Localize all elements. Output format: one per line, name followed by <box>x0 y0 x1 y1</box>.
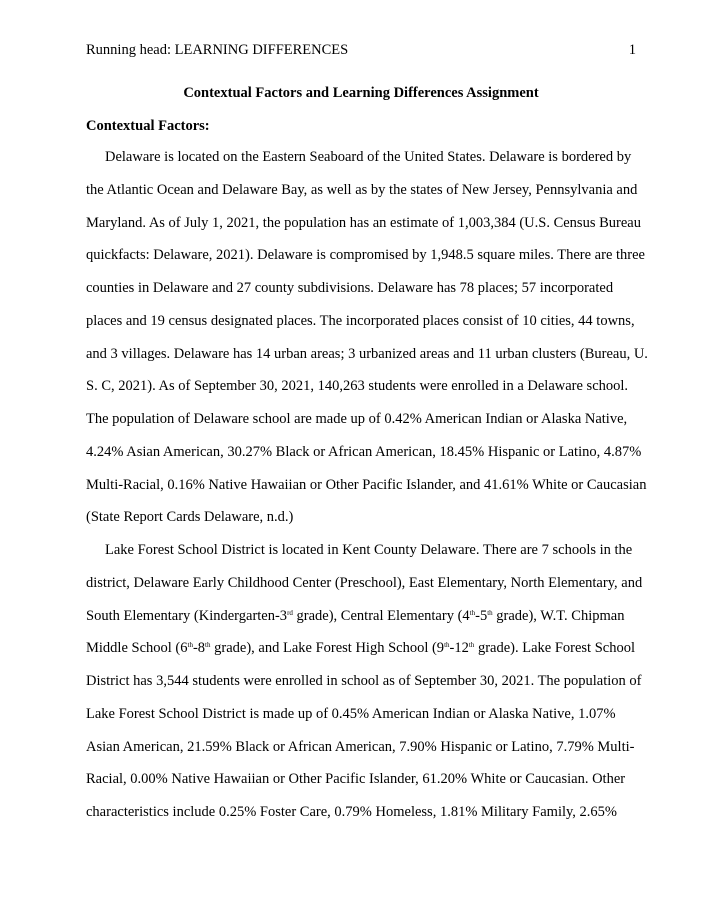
text-line: counties in Delaware and 27 county subdivisions. Delaware has 78 places; 57 incorporated <box>86 280 614 296</box>
text-segment: South Elementary (Kindergarten-3 <box>86 607 288 624</box>
text-line: characteristics include 0.25% Foster Care, 0.79% Homeless, 1.81% Military Family, 2.65% <box>86 804 618 820</box>
running-head: Running head: LEARNING DIFFERENCES <box>86 42 349 58</box>
ordinal-suffix: th <box>444 641 450 650</box>
text-line: Racial, 0.00% Native Hawaiian or Other Pacific Islander, 61.20% White or Caucasian. Other <box>86 771 626 788</box>
text-line: district, Delaware Early Childhood Center (Preschool), East Elementary, North Elementary, and <box>86 574 643 591</box>
text-line: S. C, 2021). As of September 30, 2021, 140,263 students were enrolled in a Delaware school. <box>86 378 629 395</box>
text-line: Maryland. As of July 1, 2021, the population has an estimate of 1,003,384 (U.S. Census Bureau <box>86 214 641 231</box>
text-line: Multi-Racial, 0.16% Native Hawaiian or Other Pacific Islander, and 41.61% White or Caucasian <box>86 476 647 493</box>
text-line <box>86 600 638 633</box>
text-segment: grade), Central Elementary (4 <box>292 607 470 624</box>
text-line: quickfacts: Delaware, 2021). Delaware is compromised by 1,948.5 square miles. There are three <box>86 247 645 264</box>
page-number: 1 <box>628 42 636 58</box>
text-line: 4.24% Asian American, 30.27% Black or African American, 18.45% Hispanic or Latino, 4.87% <box>86 443 642 460</box>
section-heading: Contextual Factors: <box>86 118 210 134</box>
text-line: and 3 villages. Delaware has 14 urban areas; 3 urbanized areas and 11 urban clusters (Bureau, U. <box>86 345 648 362</box>
page-header <box>86 40 636 60</box>
document-title: Contextual Factors and Learning Differences Assignment <box>183 85 539 101</box>
ordinal-suffix: th <box>468 641 475 650</box>
text-line: (State Report Cards Delaware, n.d.) <box>86 509 294 526</box>
text-line: Asian American, 21.59% Black or African American, 7.90% Hispanic or Latino, 7.79% Multi- <box>86 738 635 755</box>
ordinal-suffix: th <box>205 641 211 650</box>
text-line: Lake Forest School District is made up of 0.45% American Indian or Alaska Native, 1.07% <box>86 705 616 722</box>
text-segment: Middle School (6 <box>86 640 188 657</box>
text-line: The population of Delaware school are made up of 0.42% American Indian or Alaska Native, <box>86 411 628 427</box>
ordinal-suffix: th <box>187 641 193 650</box>
text-line: District has 3,544 students were enrolled in school as of September 30, 2021. The population of <box>86 673 642 689</box>
text-segment: grade), W.T. Chipman <box>492 607 625 624</box>
text-line <box>86 632 638 665</box>
paragraph-delaware <box>86 141 648 534</box>
text-segment: -12 <box>449 640 469 657</box>
ordinal-suffix: rd <box>287 608 293 617</box>
text-line: Delaware is located on the Eastern Seaboard of the United States. Delaware is bordered by <box>105 149 632 165</box>
paragraph-lake-forest <box>86 534 643 829</box>
body-text <box>86 141 648 829</box>
text-segment: grade). Lake Forest School <box>474 640 635 657</box>
text-segment: -5 <box>475 607 488 624</box>
text-line: places and 19 census designated places. The incorporated places consist of 10 cities, 44 towns, <box>86 312 635 329</box>
text-segment: -8 <box>192 640 206 657</box>
text-line: Lake Forest School District is located in Kent County Delaware. There are 7 schools in the <box>105 542 633 558</box>
text-segment: grade), and Lake Forest High School (9 <box>210 640 445 657</box>
ordinal-suffix: th <box>469 608 476 617</box>
ordinal-suffix: th <box>487 608 493 617</box>
text-line: the Atlantic Ocean and Delaware Bay, as well as by the states of New Jersey, Pennsylvania and <box>86 181 638 198</box>
